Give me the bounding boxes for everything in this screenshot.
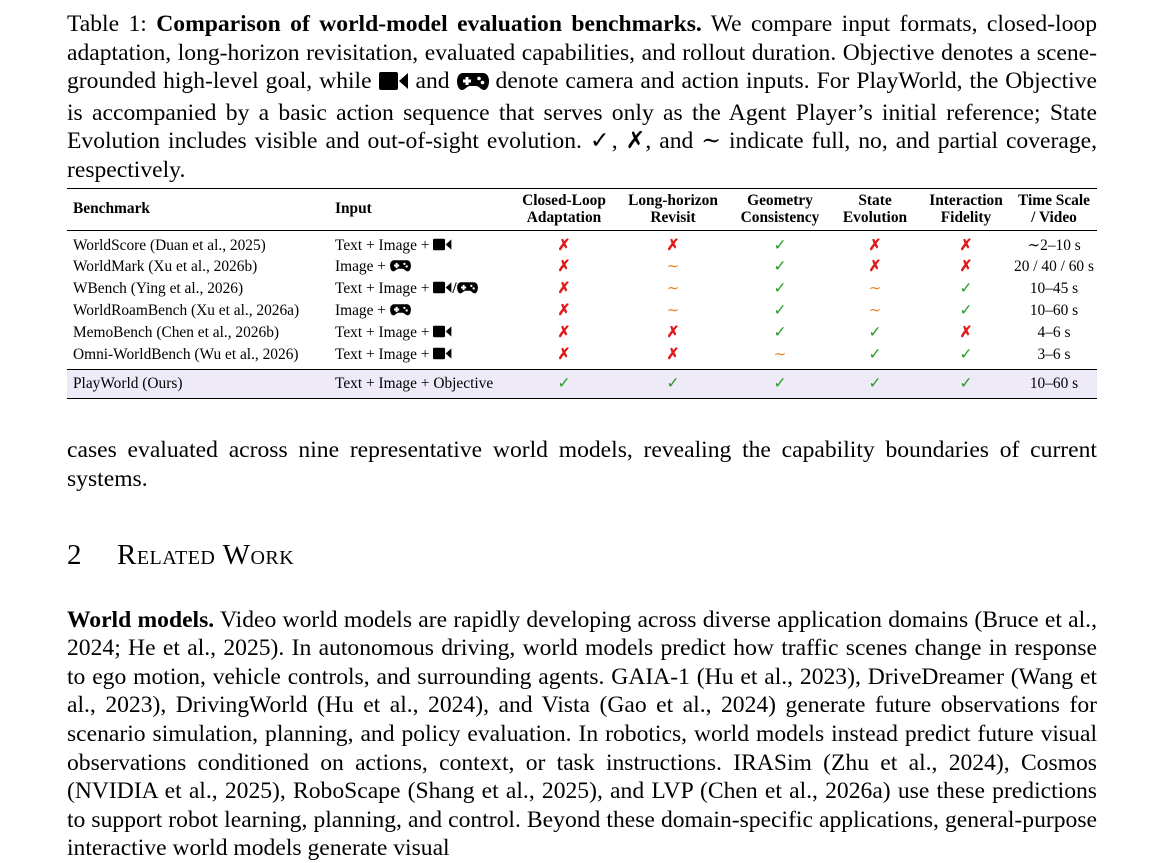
input-text: Text + Image +: [335, 236, 430, 254]
header-long-horizon: Long-horizon Revisit: [628, 191, 718, 227]
mark-yes: ✓: [868, 323, 882, 341]
cell-time-scale: 10–45 s: [1029, 280, 1079, 298]
cell-state-evolution: [829, 344, 921, 370]
section-number: 2: [67, 538, 82, 571]
cell-input: [327, 230, 513, 256]
mark-yes: ✓: [959, 280, 973, 298]
mark-no: ✗: [557, 258, 571, 276]
mark-yes: ✓: [959, 345, 973, 363]
cell-benchmark: WorldScore (Duan et al., 2025): [73, 236, 266, 254]
table-header-row: [67, 188, 1097, 230]
cell-geometry: [731, 322, 829, 344]
table-row: [67, 278, 1097, 300]
mark-no: ✗: [959, 236, 973, 254]
mark-yes: ✓: [868, 375, 882, 393]
mark-yes: ✓: [773, 323, 787, 341]
cell-geometry: [731, 300, 829, 322]
gamepad-icon: [457, 280, 478, 297]
input-text: Text + Image +: [335, 323, 430, 341]
paragraph-2-lead: World models.: [67, 606, 215, 633]
mark-no: ✗: [557, 301, 571, 319]
cell-state-evolution: [829, 278, 921, 300]
cell-closed-loop: [513, 344, 615, 370]
cell-geometry: [731, 344, 829, 370]
input-text: Text + Image +: [335, 345, 430, 363]
cell-interaction: [921, 370, 1011, 399]
cell-benchmark: Omni-WorldBench (Wu et al., 2026): [73, 345, 299, 363]
gamepad-icon: [390, 302, 411, 319]
mark-yes: ✓: [959, 301, 973, 319]
table-row: [67, 230, 1097, 256]
camera-icon: [433, 346, 452, 363]
cell-input: [327, 300, 513, 322]
mark-no: ✗: [959, 258, 973, 276]
cell-time-scale: 20 / 40 / 60 s: [1014, 258, 1094, 276]
mark-part: ∼: [868, 301, 882, 319]
cell-long-horizon: [615, 344, 731, 370]
cell-time-scale: 10–60 s: [1029, 301, 1079, 319]
header-geometry: Geometry Consistency: [740, 191, 820, 227]
mark-yes: ✓: [773, 236, 787, 254]
cell-state-evolution: [829, 230, 921, 256]
cell-closed-loop: [513, 370, 615, 399]
mark-no: ✗: [868, 236, 882, 254]
mark-yes: ✓: [959, 375, 973, 393]
paragraph-2: [67, 606, 1097, 863]
gamepad-icon: [390, 258, 411, 275]
mark-part: ∼: [773, 345, 787, 363]
cell-interaction: [921, 344, 1011, 370]
mark-no: ✗: [557, 345, 571, 363]
mark-no: ✗: [666, 236, 680, 254]
cell-closed-loop: [513, 278, 615, 300]
cell-state-evolution: [829, 256, 921, 278]
camera-icon: [433, 237, 452, 254]
mark-part: ∼: [666, 280, 680, 298]
header-input: Input: [335, 200, 372, 218]
cell-input: [327, 344, 513, 370]
caption-text-4: ✓, ✗, and ∼ indicate full, no, and partial coverage, respectively.: [67, 128, 1097, 183]
cell-benchmark: MemoBench (Chen et al., 2026b): [73, 323, 280, 341]
caption-title: Comparison of world-model evaluation benchmarks.: [156, 11, 702, 37]
cell-input: [327, 256, 513, 278]
paragraph-1: cases evaluated across nine representative world models, revealing the capability boundaries of current systems.: [67, 437, 1097, 492]
cell-interaction: [921, 256, 1011, 278]
slash-separator: /: [452, 280, 457, 298]
mark-part: ∼: [666, 301, 680, 319]
camera-icon: [379, 70, 409, 99]
cell-state-evolution: [829, 322, 921, 344]
camera-icon: [433, 280, 452, 297]
cell-geometry: [731, 370, 829, 399]
cell-long-horizon: [615, 230, 731, 256]
cell-closed-loop: [513, 322, 615, 344]
mark-yes: ✓: [773, 375, 787, 393]
cell-input: [327, 370, 513, 399]
caption-label: Table 1:: [67, 11, 147, 37]
table-row: [67, 300, 1097, 322]
input-text: Image +: [335, 258, 386, 276]
table-caption: [67, 10, 1097, 185]
page: [67, 10, 1097, 863]
cell-benchmark: WBench (Ying et al., 2026): [73, 280, 244, 298]
paragraph-2-text: Video world models are rapidly developing across diverse application domains (Bruce et al., 2024; He et al., 2025). In autonomous driving, world models predict how traffic scenes change in response to ego motion, vehicle controls, and surrounding agents. GAIA-1 (Hu et al., 2023), DriveDreamer (Wang et al., 2023), DrivingWorld (Hu et al., 2024), and Vista (Gao et al., 2024) generate future observations for scenario simulation, planning, and policy evaluation. In robotics, world models instead predict future visual observations conditioned on actions, context, or task instructions. IRASim (Zhu et al., 2024), Cosmos (NVIDIA et al., 2025), RoboScape (Shang et al., 2025), and LVP (Chen et al., 2026a) use these predictions to support robot learning, planning, and control. Beyond these domain-specific applications, general-purpose interactive world models generate visual: [67, 606, 1097, 862]
header-benchmark: Benchmark: [73, 200, 150, 218]
section-heading: [67, 539, 1097, 572]
cell-long-horizon: [615, 322, 731, 344]
mark-part: ∼: [666, 258, 680, 276]
header-closed-loop: Closed-Loop Adaptation: [522, 191, 606, 227]
caption-text-3: denote camera and action inputs. For PlayWorld, the Objective is accompanied by a basic action sequence that serves only as the Agent Player’s initial reference; State Evolution includes visible and out-of-sight evolution.: [67, 68, 1098, 155]
cell-state-evolution: [829, 300, 921, 322]
input-text: Text + Image +: [335, 280, 430, 298]
mark-no: ✗: [557, 323, 571, 341]
cell-long-horizon: [615, 278, 731, 300]
cell-input: [327, 278, 513, 300]
header-interaction: Interaction Fidelity: [929, 191, 1003, 227]
cell-long-horizon: [615, 300, 731, 322]
cell-time-scale: 4–6 s: [1037, 323, 1071, 341]
cell-time-scale: 10–60 s: [1011, 370, 1097, 399]
cell-long-horizon: [615, 370, 731, 399]
cell-benchmark: WorldRoamBench (Xu et al., 2026a): [73, 301, 300, 319]
mark-part: ∼: [868, 280, 882, 298]
mark-no: ✗: [557, 280, 571, 298]
cell-benchmark: WorldMark (Xu et al., 2026b): [73, 258, 258, 276]
gamepad-icon: [457, 70, 489, 99]
cell-closed-loop: [513, 230, 615, 256]
mark-yes: ✓: [666, 375, 680, 393]
benchmark-table: [67, 188, 1097, 400]
header-time-scale: Time Scale / Video: [1018, 191, 1090, 227]
cell-closed-loop: [513, 256, 615, 278]
cell-input: [327, 322, 513, 344]
cell-interaction: [921, 278, 1011, 300]
mark-no: ✗: [666, 345, 680, 363]
cell-benchmark: PlayWorld (Ours): [67, 370, 327, 399]
caption-text-2: and: [415, 68, 450, 95]
mark-no: ✗: [868, 258, 882, 276]
table-row: [67, 322, 1097, 344]
mark-yes: ✓: [773, 301, 787, 319]
mark-no: ✗: [666, 323, 680, 341]
mark-yes: ✓: [868, 345, 882, 363]
caption-text-1: We compare input formats, closed-loop adaptation, long-horizon revisitation, evaluated capabilities, and rollout duration. Objective denotes a scene-grounded high-level goal, while: [67, 11, 1097, 95]
cell-long-horizon: [615, 256, 731, 278]
mark-yes: ✓: [773, 258, 787, 276]
table-row: [67, 256, 1097, 278]
mark-yes: ✓: [773, 280, 787, 298]
cell-geometry: [731, 256, 829, 278]
cell-closed-loop: [513, 300, 615, 322]
table-row: [67, 344, 1097, 370]
cell-geometry: [731, 230, 829, 256]
mark-no: ✗: [959, 323, 973, 341]
cell-interaction: [921, 322, 1011, 344]
cell-time-scale: 3–6 s: [1037, 345, 1071, 363]
camera-icon: [433, 324, 452, 341]
mark-no: ✗: [557, 236, 571, 254]
section-title: Related Work: [117, 538, 295, 571]
input-text: Image +: [335, 301, 386, 319]
cell-interaction: [921, 300, 1011, 322]
cell-geometry: [731, 278, 829, 300]
input-text: Text + Image + Objective: [335, 375, 494, 393]
cell-interaction: [921, 230, 1011, 256]
cell-time-scale: ∼2–10 s: [1027, 236, 1081, 254]
table-row-ours: [67, 370, 1097, 399]
cell-state-evolution: [829, 370, 921, 399]
header-state: State Evolution: [842, 191, 908, 227]
mark-yes: ✓: [557, 375, 571, 393]
